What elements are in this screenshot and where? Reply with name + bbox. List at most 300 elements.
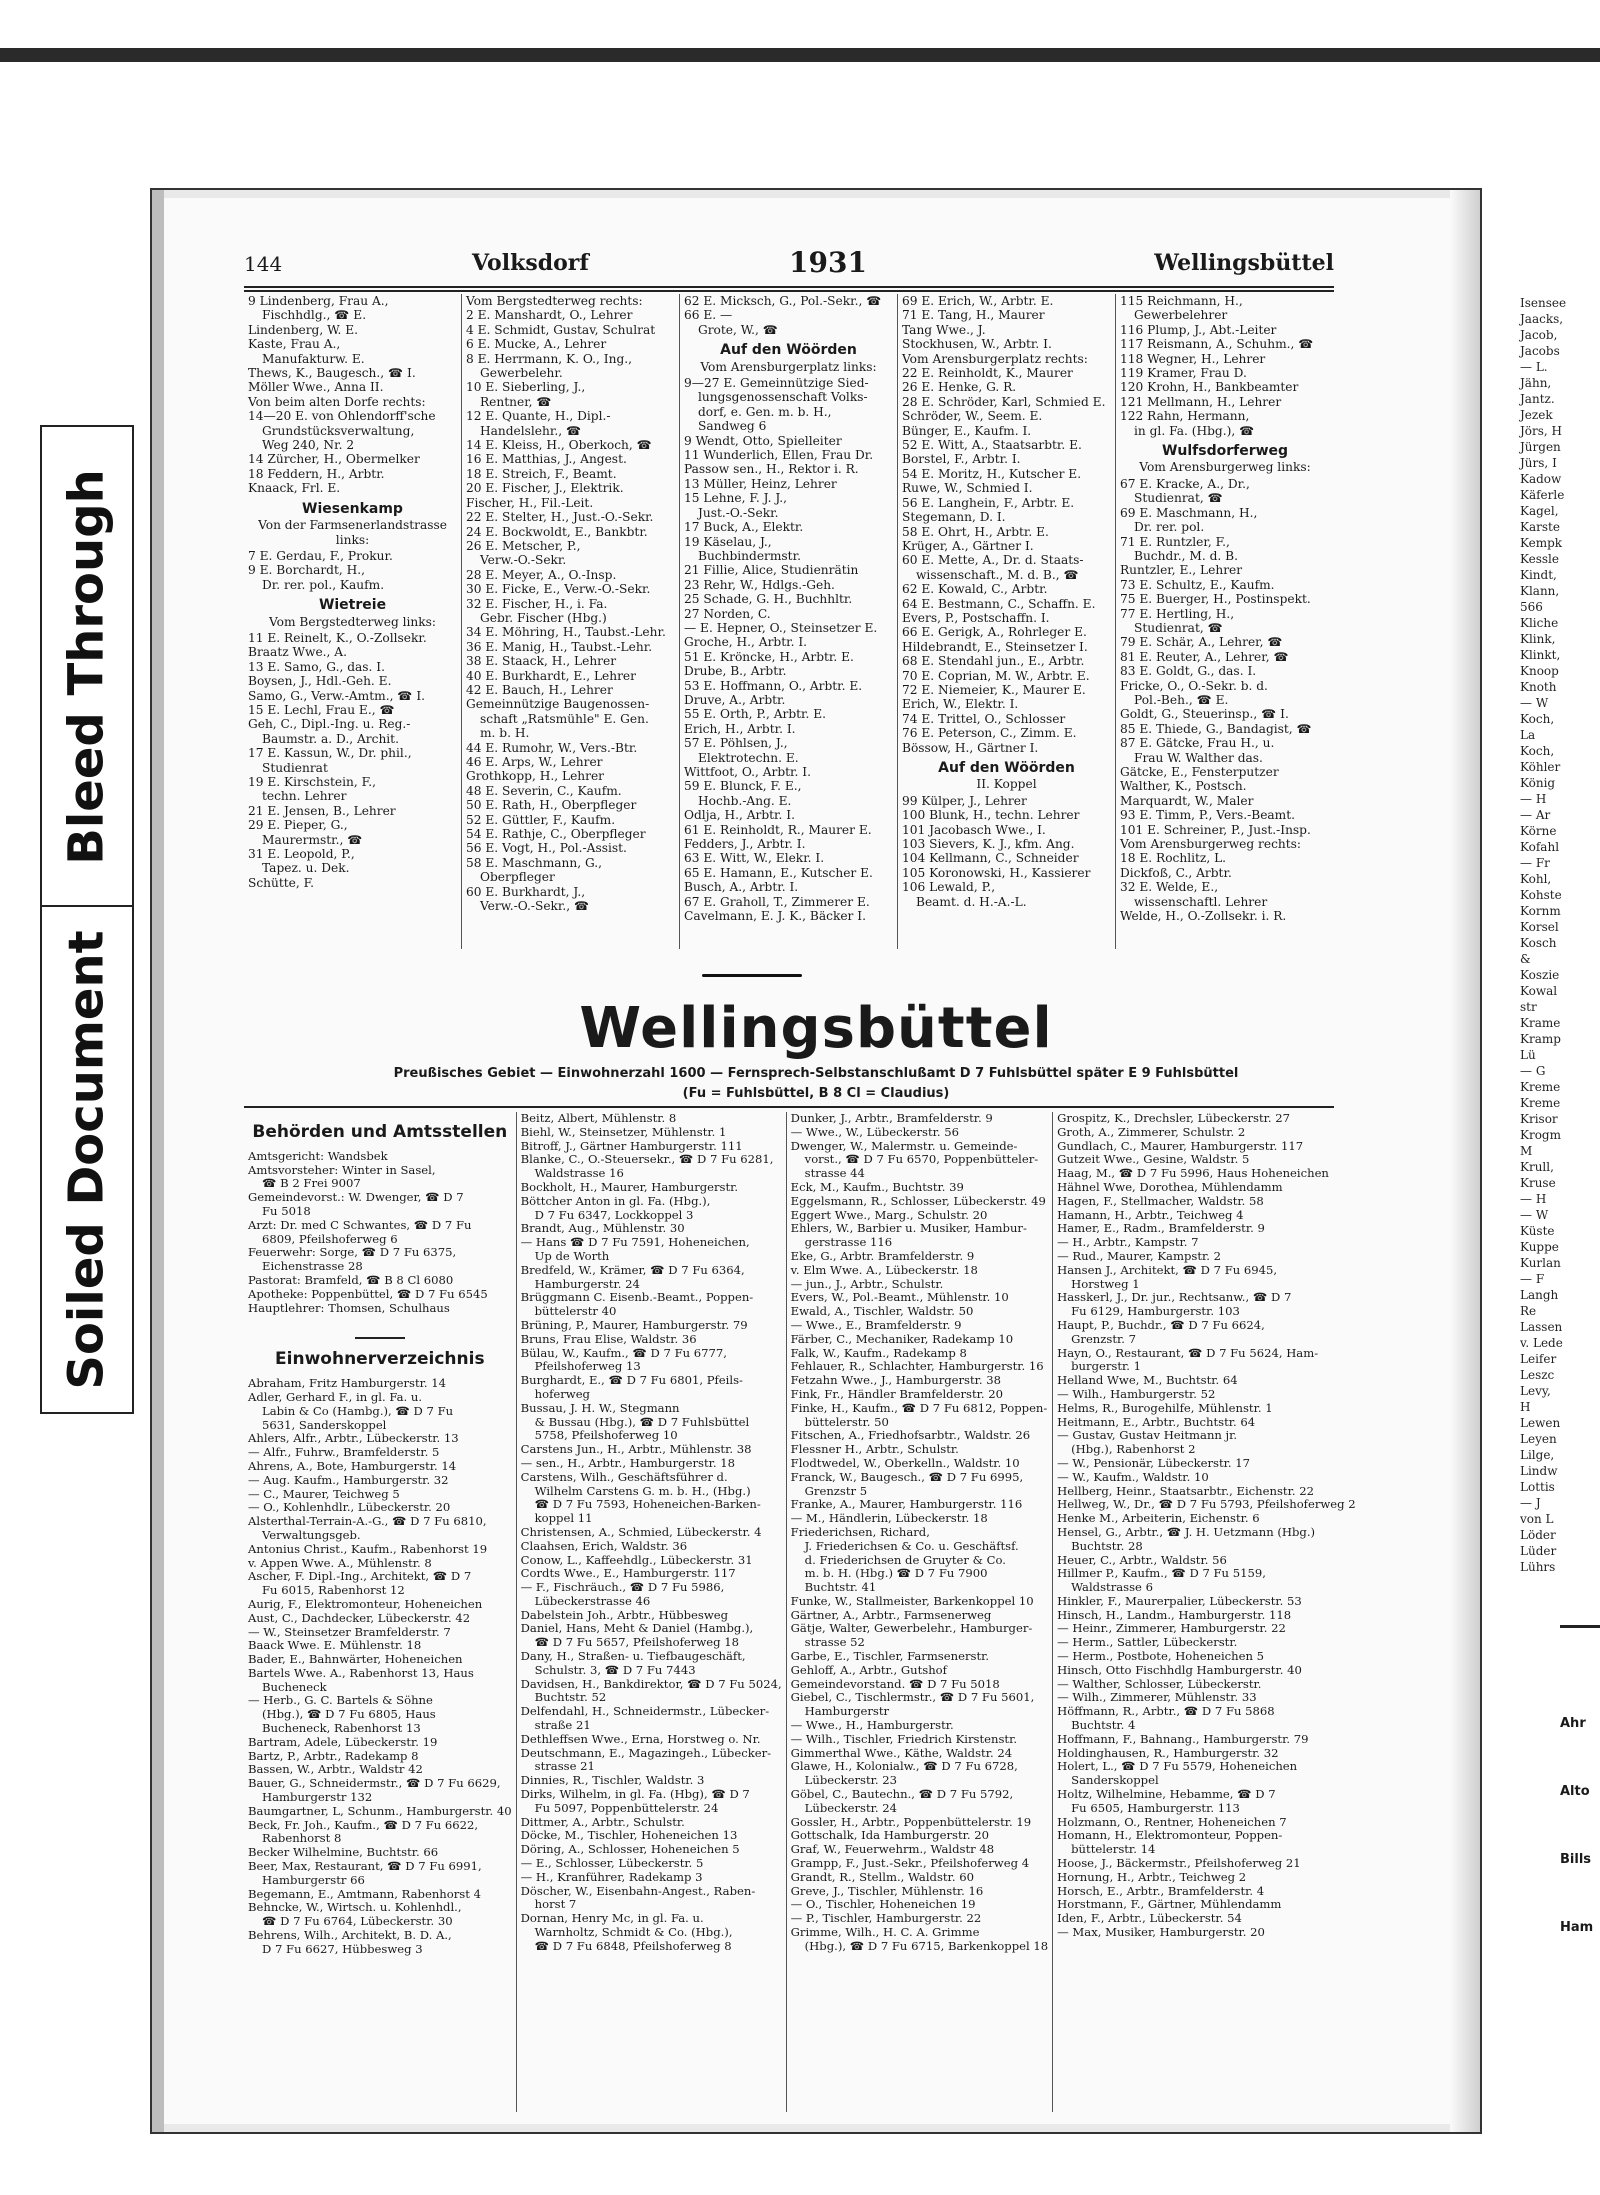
entry-line: Geh, C., Dipl.-Ing. u. Reg.- xyxy=(248,717,411,732)
entry-line: Conow, L., Kaffeehdlg., Lübeckerstr. 31 xyxy=(520,1552,753,1567)
entry-line: v. Appen Wwe. A., Mühlenstr. 8 xyxy=(248,1555,432,1570)
entry-line: Aust, C., Dachdecker, Lübeckerstr. 42 xyxy=(248,1610,471,1625)
entry-line: — Wwe., W., Lübeckerstr. 56 xyxy=(790,1124,960,1139)
entry-line: Haag, M., ☎ D 7 Fu 5996, Haus Hoheneichen xyxy=(1057,1166,1329,1181)
entry-line: 11 E. Reinelt, K., O.-Zollsekr. xyxy=(248,630,427,645)
entry-line: Gehloff, A., Arbtr., Gutshof xyxy=(790,1662,947,1677)
entry-line: — Gustav, Gustav Heitmann jr. xyxy=(1057,1428,1238,1443)
entry-line: Vom Arensburgerweg rechts: xyxy=(1120,837,1302,852)
facing-entry: H xyxy=(1520,1400,1531,1414)
entry-line: 121 Mellmann, H., Lehrer xyxy=(1120,394,1282,409)
entry-line: Busch, A., Arbtr. I. xyxy=(684,880,799,895)
entry-line: 5758, Pfeilshoferweg 10 xyxy=(534,1428,678,1443)
entry-line: & Bussau (Hbg.), ☎ D 7 Fuhlsbüttel xyxy=(534,1414,750,1429)
entry-line: v. Elm Wwe. A., Lübeckerstr. 18 xyxy=(790,1262,978,1277)
entry-line: Horstmann, F., Gärtner, Mühlendamm xyxy=(1057,1897,1282,1912)
entry-line: Adler, Gerhard F., in gl. Fa. u. xyxy=(248,1389,423,1404)
entry-line: 7 E. Gerdau, F., Prokur. xyxy=(248,548,393,563)
entry-line: Beck, Fr. Joh., Kaufm., ☎ D 7 Fu 6622, xyxy=(248,1817,479,1832)
entry-line: Friederichsen, Richard, xyxy=(790,1524,930,1539)
entry-line: 10 E. Sieberling, J., xyxy=(466,380,586,395)
entry-line: Döring, A., Schlosser, Hoheneichen 5 xyxy=(520,1842,740,1857)
entry-line: 5631, Sanderskoppel xyxy=(262,1417,387,1432)
section-subheading: Von der Farmsenerlandstrasse links: xyxy=(258,518,447,547)
entry-line: Wittfoot, O., Arbtr. I. xyxy=(684,765,811,779)
entry-line: Drube, B., Arbtr. xyxy=(684,664,787,679)
entry-line: Cavelmann, E. J. K., Bäcker I. xyxy=(684,909,866,924)
entry-line: 79 E. Schär, A., Lehrer, ☎ xyxy=(1120,635,1283,650)
entry-line: Holert, L., ☎ D 7 Fu 5579, Hoheneichen xyxy=(1057,1759,1298,1774)
entry-line: Fu 5018 xyxy=(262,1203,311,1218)
entry-line: 25 Schade, G. H., Buchhltr. xyxy=(684,592,853,607)
entry-line: 22 E. Stelter, H., Just.-O.-Sekr. xyxy=(466,510,654,525)
entry-line: 59 E. Blunck, F. E., xyxy=(684,779,802,794)
entry-line: Daniel, Hans, Meht & Daniel (Hambg.), xyxy=(520,1621,754,1636)
header-rule xyxy=(244,286,1334,288)
entry-line: J. Friederichsen & Co. u. Geschäftsf. xyxy=(804,1538,1019,1553)
entry-line: Eichenstrasse 28 xyxy=(262,1259,363,1274)
facing-entry: Lassen xyxy=(1520,1320,1563,1334)
facing-entry: Jürs, I xyxy=(1520,456,1557,470)
section-heading: Behörden und Amtsstellen xyxy=(252,1122,508,1142)
entry-line: 62 E. Micksch, G., Pol.-Sekr., ☎ xyxy=(684,294,882,308)
entry-line: Garbe, E., Tischler, Farmsenerstr. xyxy=(790,1649,990,1664)
facing-entry: Lottis xyxy=(1520,1480,1555,1494)
entry-line: Bader, E., Bahnwärter, Hoheneichen xyxy=(248,1652,463,1667)
entry-line: Brandt, Aug., Mühlenstr. 30 xyxy=(520,1221,685,1236)
entry-line: Buchdr., M. d. B. xyxy=(1134,548,1238,563)
entry-line: — Herm., Sattler, Lübeckerstr. xyxy=(1057,1635,1238,1650)
entry-line: Hochb.-Ang. E. xyxy=(698,793,792,808)
entry-line: 120 Krohn, H., Bankbeamter xyxy=(1120,380,1299,395)
town-info-line: Preußisches Gebiet — Einwohnerzahl 1600 — Fernsprech-Selbstanschlußamt D 7 Fuhlsbüttel später E 9 Fuhlsbüttel xyxy=(393,1066,1239,1081)
entry-line: Hayn, O., Restaurant, ☎ D 7 Fu 5624, Ham- xyxy=(1057,1345,1319,1360)
entry-line: 36 E. Manig, H., Taubst.-Lehr. xyxy=(466,639,653,654)
entry-line: 66 E. Gerigk, A., Rohrleger E. xyxy=(902,625,1087,640)
entry-line: Bartram, Adele, Lübeckerstr. 19 xyxy=(248,1734,438,1749)
entry-line: 18 E. Streich, F., Beamt. xyxy=(466,466,617,481)
entry-line: Dornan, Henry Mc, in gl. Fa. u. xyxy=(520,1911,704,1926)
town-title: Wellingsbüttel xyxy=(579,996,1053,1061)
entry-line: Stockhusen, W., Arbtr. I. xyxy=(902,337,1052,352)
facing-entry: Kempk xyxy=(1520,536,1563,550)
facing-entry: Koszie xyxy=(1520,968,1560,982)
entry-line: Hornung, H., Arbtr., Teichweg 2 xyxy=(1057,1869,1247,1884)
entry-line: Rentner, ☎ xyxy=(480,394,552,409)
entry-line: Evers, W., Pol.-Beamt., Mühlenstr. 10 xyxy=(790,1290,1009,1305)
entry-line: 42 E. Bauch, H., Lehrer xyxy=(466,682,613,697)
entry-line: Pastorat: Bramfeld, ☎ B 8 Cl 6080 xyxy=(248,1272,454,1287)
entry-line: 11 Wunderlich, Ellen, Frau Dr. xyxy=(684,448,874,463)
entry-line: Gebr. Fischer (Hbg.) xyxy=(480,610,607,625)
entry-line: Verw.-O.-Sekr., ☎ xyxy=(480,899,590,914)
entry-line: Bauer, G., Schneidermstr., ☎ D 7 Fu 6629, xyxy=(248,1776,501,1791)
entry-line: Beitz, Albert, Mühlenstr. 8 xyxy=(520,1111,677,1125)
entry-line: 54 E. Moritz, H., Kutscher E. xyxy=(902,466,1082,481)
entry-line: Fischhdlg., ☎ E. xyxy=(262,308,367,323)
entry-line: 44 E. Rumohr, W., Vers.-Btr. xyxy=(466,740,638,755)
entry-line: ☎ D 7 Fu 6848, Pfeilshoferweg 8 xyxy=(534,1938,732,1953)
entry-line: burgerstr. 1 xyxy=(1071,1359,1142,1374)
facing-entry: Re xyxy=(1520,1304,1537,1318)
entry-line: 14 E. Kleiss, H., Oberkoch, ☎ xyxy=(466,438,652,453)
entry-line: Grampp, F., Just.-Sekr., Pfeilshoferweg 4 xyxy=(790,1856,1030,1871)
entry-line: 73 E. Schultz, E., Kaufm. xyxy=(1120,577,1275,592)
entry-line: Dr. rer. pol., Kaufm. xyxy=(262,577,385,592)
entry-line: Möller Wwe., Anna II. xyxy=(248,380,384,395)
entry-line: büttelerstr. 50 xyxy=(804,1414,889,1429)
entry-line: 50 E. Rath, H., Oberpfleger xyxy=(466,798,637,813)
facing-entry: 566 xyxy=(1520,600,1543,614)
entry-line: Dirks, Wilhelm, in gl. Fa. (Hbg), ☎ D 7 xyxy=(520,1787,750,1802)
entry-line: 81 E. Reuter, A., Lehrer, ☎ xyxy=(1120,649,1289,664)
facing-entry: Langh xyxy=(1520,1288,1559,1302)
entry-line: Buchbindermstr. xyxy=(698,548,801,563)
entry-line: Grenzstr. 7 xyxy=(1071,1331,1137,1346)
facing-entry: — Fr xyxy=(1520,856,1550,870)
column-5 xyxy=(1116,294,1334,949)
column-2 xyxy=(517,1112,787,2112)
entry-line: Samo, G., Verw.-Amtm., ☎ I. xyxy=(248,688,426,703)
entry-line: Haupt, P., Buchdr., ☎ D 7 Fu 6624, xyxy=(1057,1317,1265,1332)
entry-line: Gottschalk, Ida Hamburgerstr. 20 xyxy=(790,1828,990,1843)
entry-line: — E. Hepner, O., Steinsetzer E. xyxy=(684,620,878,635)
entry-line: 28 E. Schröder, Karl, Schmied E. xyxy=(902,394,1106,409)
entry-line: 63 E. Witt, W., Elekr. I. xyxy=(684,851,825,866)
entry-line: Gätje, Walter, Gewerbelehr., Hamburger- xyxy=(790,1621,1033,1636)
entry-line: 85 E. Thiede, G., Bandagist, ☎ xyxy=(1120,721,1312,736)
facing-entry: Kessle xyxy=(1520,552,1559,566)
entry-line: 53 E. Hoffmann, O., Arbtr. E. xyxy=(684,678,863,693)
entry-line: 100 Blunk, H., techn. Lehrer xyxy=(902,808,1080,823)
entry-line: Hamburgerstr. 24 xyxy=(534,1276,640,1291)
entry-line: Labin & Co (Hambg.), ☎ D 7 Fu xyxy=(262,1403,454,1418)
entry-line: Dunker, J., Arbtr., Bramfelderstr. 9 xyxy=(790,1111,993,1125)
entry-line: 118 Wegner, H., Lehrer xyxy=(1120,351,1266,366)
facing-entry: La xyxy=(1520,728,1536,742)
entry-line: Runtzler, E., Lehrer xyxy=(1120,563,1243,578)
entry-line: 8 E. Herrmann, K. O., Ing., xyxy=(466,351,633,366)
entry-line: — Max, Musiker, Hamburgerstr. 20 xyxy=(1057,1925,1265,1940)
entry-line: 83 E. Goldt, G., das. I. xyxy=(1120,664,1257,679)
entry-line: Studienrat, ☎ xyxy=(1134,491,1223,506)
entry-line: Gärtner, A., Arbtr., Farmsenerweg xyxy=(790,1607,992,1622)
entry-line: 99 Külper, J., Lehrer xyxy=(902,793,1027,808)
entry-line: Davidsen, H., Bankdirektor, ☎ D 7 Fu 5024, xyxy=(520,1676,782,1691)
facing-entry: — W xyxy=(1520,696,1549,710)
entry-line: strasse 21 xyxy=(534,1759,595,1774)
entry-line: schaft „Ratsmühle" E. Gen. xyxy=(480,711,649,726)
entry-line: 69 E. Maschmann, H., xyxy=(1120,505,1258,520)
entry-line: m. b. H. xyxy=(480,726,530,741)
entry-line: 77 E. Hertling, H., xyxy=(1120,606,1235,621)
entry-line: Ahrens, A., Bote, Hamburgerstr. 14 xyxy=(248,1458,457,1473)
section-heading: Auf den Wöörden xyxy=(720,342,857,359)
entry-line: Maurermstr., ☎ xyxy=(262,832,363,847)
entry-line: Hellberg, Heinr., Staatsarbtr., Eichenstr. 22 xyxy=(1057,1483,1314,1498)
facing-bottom-entry: Bills xyxy=(1560,1852,1592,1867)
entry-line: Fischer, H., Fil.-Leit. xyxy=(466,495,594,510)
entry-line: Flessner H., Arbtr., Schulstr. xyxy=(790,1442,959,1457)
entry-line: 115 Reichmann, H., xyxy=(1120,294,1243,308)
entry-line: Flodtwedel, W., Oberkelln., Waldstr. 10 xyxy=(790,1455,1020,1470)
soiled-document-label xyxy=(40,905,134,1414)
section-heading: Auf den Wöörden xyxy=(938,760,1075,776)
entry-line: 60 E. Burkhardt, J., xyxy=(466,884,586,899)
facing-page-bottom xyxy=(1560,1690,1600,1962)
section-heading: Einwohnerverzeichnis xyxy=(275,1349,485,1370)
entry-line: m. b. H. (Hbg.) ☎ D 7 Fu 7900 xyxy=(804,1566,988,1581)
entry-line: Gemeindevorstand. ☎ D 7 Fu 5018 xyxy=(790,1676,1000,1691)
facing-page-rule xyxy=(1560,1625,1600,1628)
entry-line: Bartels Wwe. A., Rabenhorst 13, Haus xyxy=(248,1665,474,1680)
entry-line: Gossler, H., Arbtr., Poppenbüttelerstr. 19 xyxy=(790,1814,1032,1829)
facing-entry: Jacobs xyxy=(1520,344,1560,358)
entry-line: 26 E. Metscher, P., xyxy=(466,538,581,553)
entry-line: Beer, Max, Restaurant, ☎ D 7 Fu 6991, xyxy=(248,1859,482,1874)
entry-line: (Hbg.), ☎ D 7 Fu 6715, Barkenkoppel 18 xyxy=(804,1938,1049,1953)
section-subheading: Vom Bergstedterweg links: xyxy=(268,614,437,629)
entry-line: Fu 6129, Hamburgerstr. 103 xyxy=(1071,1304,1240,1319)
entry-line: Blanke, C., O.-Steuersekr., ☎ D 7 Fu 6281, xyxy=(520,1152,774,1167)
column-1 xyxy=(244,1112,517,2112)
facing-entry: Jacob, xyxy=(1520,328,1558,342)
facing-entry: von L xyxy=(1520,1512,1554,1526)
entry-line: 52 E. Güttler, F., Kaufm. xyxy=(466,812,616,827)
entry-line: Böttcher Anton in gl. Fa. (Hbg.), xyxy=(520,1193,711,1208)
entry-line: 6809, Pfeilshoferweg 6 xyxy=(262,1231,398,1246)
entry-line: Buchtstr. 52 xyxy=(534,1690,607,1705)
entry-line: — Walther, Schlosser, Lübeckerstr. xyxy=(1057,1676,1262,1691)
entry-line: Fricke, O., O.-Sekr. b. d. xyxy=(1120,678,1268,693)
entry-line: Hamann, H., Arbtr., Teichweg 4 xyxy=(1057,1207,1244,1222)
section-subheading: II. Koppel xyxy=(976,777,1037,792)
entry-line: Thews, K., Baugesch., ☎ I. xyxy=(248,366,416,381)
entry-line: Bruns, Frau Elise, Waldstr. 36 xyxy=(520,1331,697,1346)
entry-line: Lübeckerstr. 24 xyxy=(804,1800,898,1815)
entry-line: Beamt. d. H.-A.-L. xyxy=(916,894,1027,909)
entry-line: — W., Pensionär, Lübeckerstr. 17 xyxy=(1057,1455,1250,1470)
entry-line: Ehlers, W., Barbier u. Musiker, Hambur- xyxy=(790,1221,1027,1236)
entry-line: 71 E. Tang, H., Maurer xyxy=(902,308,1045,323)
page-right-shadow xyxy=(1450,190,1480,2132)
facing-entry: Kowal xyxy=(1520,984,1558,998)
entry-line: 17 E. Kassun, W., Dr. phil., xyxy=(248,746,412,761)
entry-line: Burghardt, E., ☎ D 7 Fu 6801, Pfeils- xyxy=(520,1373,743,1388)
entry-line: d. Friederichsen de Gruyter & Co. xyxy=(804,1552,1006,1567)
entry-line: Bucheneck, Rabenhorst 13 xyxy=(262,1721,421,1736)
entry-line: Cordts Wwe., E., Hamburgerstr. 117 xyxy=(520,1566,736,1581)
entry-line: Up de Worth xyxy=(534,1248,610,1263)
facing-bottom-entry: Ham xyxy=(1560,1920,1594,1935)
entry-line: Walther, K., Postsch. xyxy=(1120,779,1247,794)
entry-line: 116 Plump, J., Abt.-Leiter xyxy=(1120,322,1277,337)
entry-line: Greve, J., Tischler, Mühlenstr. 16 xyxy=(790,1883,984,1898)
entry-line: 15 E. Lechl, Frau E., ☎ xyxy=(248,702,395,717)
column-4 xyxy=(898,294,1116,949)
entry-line: 16 E. Matthias, J., Angest. xyxy=(466,452,627,467)
title-rule xyxy=(244,1106,1334,1108)
entry-line: Horstweg 1 xyxy=(1071,1276,1140,1291)
entry-line: strasse 44 xyxy=(804,1166,865,1181)
entry-line: Hellweg, W., Dr., ☎ D 7 Fu 5793, Pfeilshoferweg 2 xyxy=(1057,1497,1356,1512)
entry-line: 19 E. Kirschstein, F., xyxy=(248,775,376,789)
entry-line: ☎ D 7 Fu 7593, Hoheneichen-Barken- xyxy=(534,1497,761,1512)
entry-line: (Hbg.), ☎ D 7 Fu 6805, Haus xyxy=(262,1707,436,1722)
entry-line: 51 E. Kröncke, H., Arbtr. E. xyxy=(684,649,854,664)
entry-line: Abraham, Fritz Hamburgerstr. 14 xyxy=(248,1376,447,1391)
facing-bottom-entry: Alto xyxy=(1560,1784,1590,1799)
entry-line: Dwenger, W., Malermstr. u. Gemeinde- xyxy=(790,1138,1018,1153)
entry-line: Gätcke, E., Fensterputzer xyxy=(1120,765,1279,779)
entry-line: Bassen, W., Arbtr., Waldstr 42 xyxy=(248,1762,423,1777)
entry-line: Ascher, F. Dipl.-Ing., Architekt, ☎ D 7 xyxy=(248,1569,472,1584)
entry-line: Druve, A., Arbtr. xyxy=(684,692,786,707)
entry-line: 75 E. Buerger, H., Postinspekt. xyxy=(1120,592,1311,607)
entry-line: 9 Wendt, Otto, Spielleiter xyxy=(684,433,842,448)
facing-entry: Köhler xyxy=(1520,760,1561,774)
entry-line: Höffmann, R., Arbtr., ☎ D 7 Fu 5868 xyxy=(1057,1704,1275,1719)
entry-line: Göbel, C., Bautechn., ☎ D 7 Fu 5792, xyxy=(790,1787,1014,1802)
entry-line: Horsch, E., Arbtr., Bramfelderstr. 4 xyxy=(1057,1883,1265,1898)
entry-line: Vom Bergstedterweg rechts: xyxy=(466,294,643,308)
facing-entry: Knoop xyxy=(1520,664,1559,678)
entry-line: Bünger, E., Kaufm. I. xyxy=(902,423,1032,438)
entry-line: Finke, H., Kaufm., ☎ D 7 Fu 6812, Poppen- xyxy=(790,1400,1048,1415)
entry-line: — W., Kaufm., Waldstr. 10 xyxy=(1057,1469,1209,1484)
entry-line: 32 E. Fischer, H., i. Fa. xyxy=(466,596,608,611)
entry-line: Grundstücksverwaltung, xyxy=(262,423,415,438)
entry-line: 9 E. Borchardt, H., xyxy=(248,563,365,578)
facing-entry: Kadow xyxy=(1520,472,1562,486)
entry-line: lungsgenossenschaft Volks- xyxy=(698,390,868,405)
entry-line: horst 7 xyxy=(534,1897,577,1912)
entry-line: — W., Steinsetzer Bramfelderstr. 7 xyxy=(248,1624,451,1639)
entry-line: Dr. rer. pol. xyxy=(1134,520,1205,535)
entry-line: Grothkopp, H., Lehrer xyxy=(466,769,604,784)
facing-entry: Jaacks, xyxy=(1520,312,1564,326)
entry-line: 48 E. Severin, C., Kaufm. xyxy=(466,783,622,798)
entry-line: büttelerstr. 14 xyxy=(1071,1842,1156,1857)
entry-line: — Herm., Postbote, Hoheneichen 5 xyxy=(1057,1649,1264,1664)
entry-line: Fitschen, A., Friedhofsarbtr., Waldstr. 26 xyxy=(790,1428,1031,1443)
facing-entry: Koch, xyxy=(1520,712,1555,726)
header-left-place: Volksdorf xyxy=(472,250,589,276)
entry-line: ☎ B 2 Frei 9007 xyxy=(262,1176,361,1191)
entry-line: Buchtstr. 4 xyxy=(1071,1718,1136,1733)
entry-line: — Herb., G. C. Bartels & Söhne xyxy=(248,1693,433,1708)
facing-entry: Lüder xyxy=(1520,1544,1557,1558)
facing-entry: M xyxy=(1520,1144,1533,1158)
entry-line: Gemeindevorst.: W. Dwenger, ☎ D 7 xyxy=(248,1190,464,1205)
entry-line: 67 E. Graholl, T., Zimmerer E. xyxy=(684,894,870,909)
entry-line: Carstens Jun., H., Arbtr., Mühlenstr. 38 xyxy=(520,1442,752,1457)
entry-line: 106 Lewald, P., xyxy=(902,880,996,895)
facing-entry: — L. xyxy=(1520,360,1548,374)
entry-line: 14 Zürcher, H., Obermelker xyxy=(248,452,420,467)
entry-line: 14—20 E. von Ohlendorff'sche xyxy=(248,409,436,424)
entry-line: 68 E. Stendahl jun., E., Arbtr. xyxy=(902,654,1085,669)
entry-line: Sanderskoppel xyxy=(1071,1773,1159,1788)
entry-line: 34 E. Möhring, H., Taubst.-Lehr. xyxy=(466,625,666,640)
entry-line: Hildebrandt, E., Steinsetzer I. xyxy=(902,639,1088,654)
facing-entry: Kornm xyxy=(1520,904,1561,918)
volksdorf-columns xyxy=(244,294,1334,949)
entry-line: 32 E. Welde, E., xyxy=(1120,880,1219,895)
entry-line: Begemann, E., Amtmann, Rabenhorst 4 xyxy=(248,1886,481,1901)
entry-line: Gundlach, C., Maurer, Hamburgerstr. 117 xyxy=(1057,1138,1304,1153)
entry-line: Holdinghausen, R., Hamburgerstr. 32 xyxy=(1057,1745,1279,1760)
entry-line: in gl. Fa. (Hbg.), ☎ xyxy=(1134,423,1255,438)
entry-line: Fu 5097, Poppenbüttelerstr. 24 xyxy=(534,1800,719,1815)
entry-line: Holtz, Wilhelmine, Hebamme, ☎ D 7 xyxy=(1057,1787,1276,1802)
entry-line: Dabelstein Joh., Arbtr., Hübbesweg xyxy=(520,1607,729,1622)
entry-line: 67 E. Kracke, A., Dr., xyxy=(1120,476,1250,491)
facing-entry: Lü xyxy=(1520,1048,1536,1062)
entry-line: Gemeinnützige Baugenossen- xyxy=(466,697,650,712)
entry-line: Heuer, C., Arbtr., Waldstr. 56 xyxy=(1057,1552,1227,1567)
facing-entry: Kosch xyxy=(1520,936,1557,950)
entry-line: 66 E. — xyxy=(684,308,733,323)
entry-line: 103 Sievers, K. J., kfm. Ang. xyxy=(902,837,1075,852)
entry-line: 21 E. Jensen, B., Lehrer xyxy=(248,803,396,818)
entry-line: Hamburgerstr 66 xyxy=(262,1872,365,1887)
entry-line: — Heinr., Zimmerer, Hamburgerstr. 22 xyxy=(1057,1621,1286,1636)
entry-line: — Hans ☎ D 7 Fu 7591, Hoheneichen, xyxy=(520,1235,750,1250)
entry-line: vorst., ☎ D 7 Fu 6570, Poppenbütteler- xyxy=(804,1152,1039,1167)
entry-line: Groth, A., Zimmerer, Schulstr. 2 xyxy=(1057,1124,1246,1139)
entry-line: Grenzstr 5 xyxy=(804,1483,868,1498)
entry-line: 28 E. Meyer, A., O.-Insp. xyxy=(466,567,617,582)
entry-line: Brüning, P., Maurer, Hamburgerstr. 79 xyxy=(520,1317,748,1332)
entry-line: — H., Kranführer, Radekamp 3 xyxy=(520,1869,703,1884)
entry-line: Hoose, J., Bäckermstr., Pfeilshoferweg 21 xyxy=(1057,1856,1301,1871)
entry-line: Braatz Wwe., A. xyxy=(248,645,347,660)
entry-line: Tapez. u. Dek. xyxy=(262,861,350,876)
column-1 xyxy=(244,294,462,949)
entry-line: Deutschmann, E., Magazingeh., Lübecker- xyxy=(520,1745,772,1760)
entry-line: Gimmerthal Wwe., Käthe, Waldstr. 24 xyxy=(790,1745,1013,1760)
entry-line: — Wwe., H., Hamburgerstr. xyxy=(790,1718,954,1733)
entry-line: — Rud., Maurer, Kampstr. 2 xyxy=(1057,1248,1221,1263)
entry-line: ☎ D 7 Fu 6764, Lübeckerstr. 30 xyxy=(262,1914,453,1929)
entry-line: Aurig, F., Elektromonteur, Hoheneichen xyxy=(248,1596,483,1611)
entry-line: Passow sen., H., Rektor i. R. xyxy=(684,462,859,477)
entry-line: Hillmer P., Kaufm., ☎ D 7 Fu 5159, xyxy=(1057,1566,1266,1581)
entry-line: Bitroff, J., Gärtner Hamburgerstr. 111 xyxy=(520,1138,743,1153)
entry-line: Hauptlehrer: Thomsen, Schulhaus xyxy=(248,1300,450,1315)
entry-line: Ewald, A., Tischler, Waldstr. 50 xyxy=(790,1304,974,1319)
facing-bottom-entry: Ahr xyxy=(1560,1716,1586,1731)
entry-line: Handelslehr., ☎ xyxy=(480,423,582,438)
entry-line: — Wwe., E., Bramfelderstr. 9 xyxy=(790,1317,962,1332)
entry-line: — jun., J., Arbtr., Schulstr. xyxy=(790,1276,944,1291)
entry-line: Frau W. Walther das. xyxy=(1134,750,1263,765)
entry-line: 101 E. Schreiner, P., Just.-Insp. xyxy=(1120,822,1311,837)
entry-line: dorf, e. Gen. m. b. H., xyxy=(698,404,832,419)
entry-line: Lübeckerstrasse 46 xyxy=(534,1593,651,1608)
entry-line: Knaack, Frl. E. xyxy=(248,481,341,496)
entry-line: Elektrotechn. E. xyxy=(698,750,799,765)
facing-entry: Klann, xyxy=(1520,584,1560,598)
entry-line: 58 E. Maschmann, G., xyxy=(466,855,603,870)
entry-line: 65 E. Hamann, E., Kutscher E. xyxy=(684,865,873,880)
entry-line: — H., Arbtr., Kampstr. 7 xyxy=(1057,1235,1199,1250)
entry-line: — E., Schlosser, Lübeckerstr. 5 xyxy=(520,1856,704,1871)
facing-entry: Kreme xyxy=(1520,1080,1561,1094)
entry-line: 30 E. Ficke, E., Verw.-O.-Sekr. xyxy=(466,582,651,597)
entry-line: Dickfoß, C., Arbtr. xyxy=(1120,865,1232,880)
